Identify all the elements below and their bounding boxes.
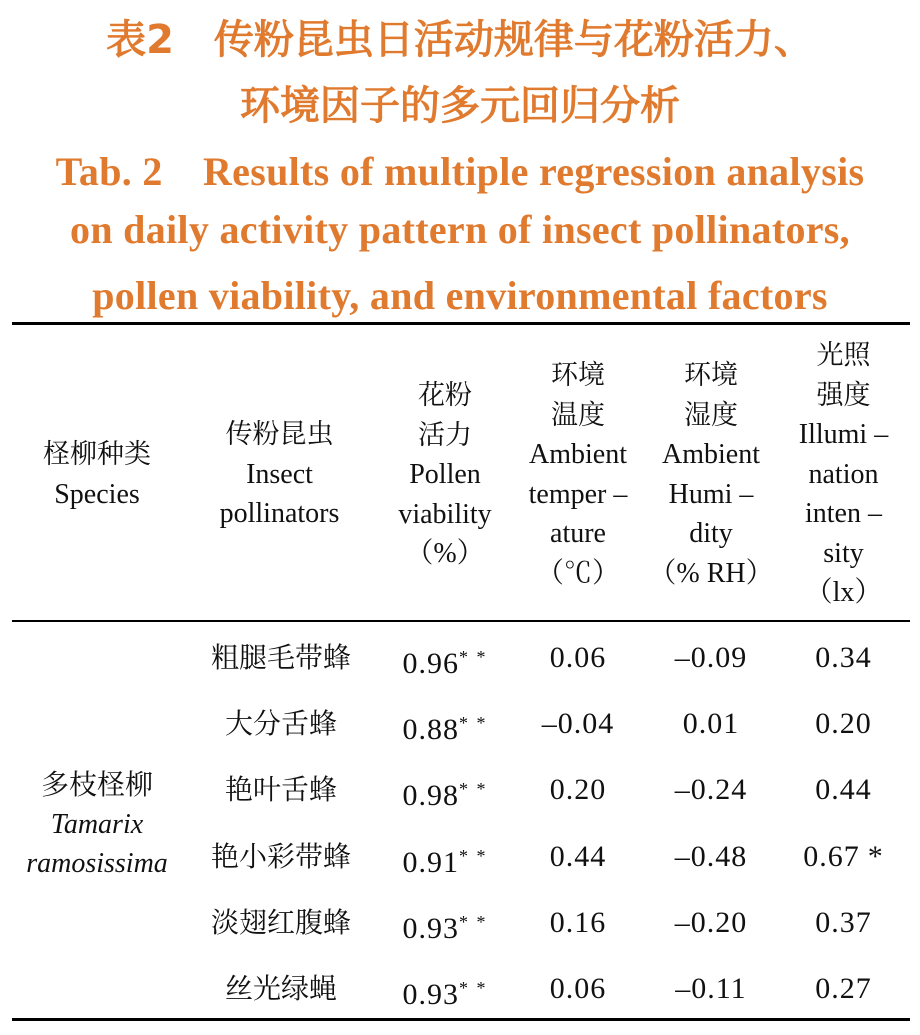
- cell-temp: [513, 837, 643, 877]
- header-species-zh: 柽柳种类: [43, 439, 151, 470]
- cell-light: [777, 903, 910, 943]
- humid-value: 0.01: [682, 707, 740, 741]
- cell-humid: [645, 903, 777, 943]
- cell-temp: [513, 903, 643, 943]
- header-light: [777, 336, 910, 613]
- cell-insect: [182, 903, 380, 943]
- light-value: 0.37: [815, 905, 872, 939]
- header-temp-en1: Ambient: [529, 439, 627, 470]
- humid-value: –0.11: [675, 972, 747, 1005]
- pollen-value: 0.91: [402, 845, 459, 879]
- header-species: [12, 435, 182, 514]
- cell-humid: [645, 704, 777, 744]
- table-title-zh-line2: 环境因子的多元回归分析: [240, 83, 680, 129]
- cell-temp: [513, 638, 643, 678]
- cell-insect: [182, 770, 380, 810]
- cell-pollen: [380, 969, 510, 1015]
- header-temp: [513, 356, 643, 593]
- species-zh: 多枝柽柳: [40, 768, 153, 801]
- significance-mark: * *: [459, 647, 488, 667]
- header-humid-en2: Humi –: [668, 478, 754, 510]
- temp-value: 0.06: [549, 972, 607, 1005]
- header-temp-zh2: 温度: [551, 399, 605, 431]
- header-humid-en1: Ambient: [662, 439, 760, 470]
- cell-insect: [182, 969, 380, 1009]
- cell-insect: [182, 837, 380, 877]
- header-light-en1: Illumi –: [798, 419, 889, 450]
- species-cell: [12, 765, 182, 884]
- header-humid-en3: dity: [689, 518, 733, 549]
- significance-mark: * *: [459, 845, 488, 866]
- cell-pollen: [380, 704, 510, 750]
- header-insect: [182, 415, 377, 534]
- cell-humid: [645, 837, 777, 877]
- header-humid: [645, 356, 777, 593]
- pollen-value: 0.93: [402, 978, 459, 1011]
- light-value: 0.20: [815, 707, 872, 741]
- header-light-en2: nation: [808, 458, 879, 490]
- cell-light: [777, 837, 910, 877]
- significance-mark: * *: [459, 779, 488, 800]
- header-temp-zh1: 环境: [551, 360, 605, 391]
- cell-temp: [513, 704, 643, 744]
- header-light-unit: （lx）: [804, 577, 883, 608]
- temp-value: 0.44: [549, 839, 607, 873]
- pollen-value: 0.96: [402, 647, 459, 680]
- significance-mark: *: [867, 839, 884, 873]
- cell-insect: [182, 638, 380, 678]
- humid-value: –0.48: [674, 839, 748, 873]
- header-insect-en1: Insect: [246, 458, 313, 490]
- bottom-rule: [12, 1018, 910, 1021]
- table-title-en-line2: on daily activity pattern of insect pollinators,: [70, 207, 850, 252]
- header-insect-zh: 传粉昆虫: [225, 419, 334, 450]
- humid-value: –0.09: [674, 641, 748, 674]
- header-light-zh2: 强度: [816, 379, 871, 411]
- cell-humid: [645, 638, 777, 678]
- cell-pollen: [380, 903, 510, 949]
- species-latin-genus: Tamarix: [50, 808, 144, 840]
- pollen-value: 0.98: [402, 779, 459, 813]
- header-humid-zh1: 环境: [684, 360, 738, 391]
- top-rule: [12, 322, 910, 325]
- header-rule: [12, 620, 910, 622]
- significance-mark: * *: [459, 911, 488, 932]
- cell-light: [777, 969, 910, 1009]
- temp-value: 0.06: [549, 641, 607, 674]
- cell-light: [777, 638, 910, 678]
- cell-pollen: [380, 638, 510, 684]
- significance-mark: * *: [459, 713, 488, 734]
- cell-temp: [513, 969, 643, 1009]
- cell-insect: [182, 704, 380, 744]
- cell-humid: [645, 969, 777, 1009]
- header-pollen: [380, 376, 510, 574]
- header-pollen-zh2: 活力: [418, 419, 472, 451]
- light-value: 0.67: [803, 839, 860, 873]
- light-value: 0.44: [815, 773, 872, 807]
- header-temp-unit: （℃）: [535, 557, 620, 589]
- cell-pollen: [380, 770, 510, 816]
- temp-value: 0.16: [549, 905, 607, 939]
- header-humid-zh2: 湿度: [684, 399, 738, 431]
- cell-humid: [645, 770, 777, 810]
- insect-value: 丝光绿蝇: [224, 972, 337, 1005]
- header-pollen-en1: Pollen: [409, 459, 481, 490]
- header-light-zh1: 光照: [816, 340, 871, 371]
- header-pollen-en2: viability: [398, 498, 492, 530]
- insect-value: 大分舌蜂: [224, 707, 337, 741]
- significance-mark: * *: [459, 978, 488, 998]
- header-light-en3: inten –: [805, 498, 882, 529]
- humid-value: –0.20: [674, 905, 748, 939]
- cell-temp: [513, 770, 643, 810]
- header-pollen-unit: （%）: [405, 538, 485, 569]
- header-light-en4: sity: [823, 537, 864, 569]
- light-value: 0.27: [815, 972, 872, 1005]
- table-title-en-line3: pollen viability, and environmental factors: [92, 273, 828, 318]
- cell-light: [777, 704, 910, 744]
- insect-value: 淡翅红腹蜂: [210, 905, 351, 939]
- header-insect-en2: pollinators: [219, 498, 340, 529]
- pollen-value: 0.88: [402, 713, 459, 747]
- table-title-zh-line1: 表2 传粉昆虫日活动规律与花粉活力、: [106, 17, 814, 63]
- cell-light: [777, 770, 910, 810]
- temp-value: 0.20: [549, 773, 607, 807]
- insect-value: 艳小彩带蜂: [210, 839, 351, 873]
- header-temp-en2: temper –: [528, 478, 628, 510]
- insect-value: 艳叶舌蜂: [224, 773, 337, 807]
- header-humid-unit: （% RH）: [648, 557, 774, 589]
- table-title-en-line1: Tab. 2 Results of multiple regression analysis: [55, 149, 865, 194]
- header-temp-en3: ature: [550, 518, 606, 549]
- temp-value: –0.04: [541, 707, 615, 741]
- pollen-value: 0.93: [402, 911, 459, 945]
- humid-value: –0.24: [674, 773, 748, 807]
- cell-pollen: [380, 837, 510, 883]
- header-species-en: Species: [54, 478, 140, 510]
- species-latin-epithet: ramosissima: [26, 848, 168, 879]
- light-value: 0.34: [815, 641, 872, 674]
- insect-value: 粗腿毛带蜂: [210, 641, 351, 674]
- header-pollen-zh1: 花粉: [418, 380, 472, 411]
